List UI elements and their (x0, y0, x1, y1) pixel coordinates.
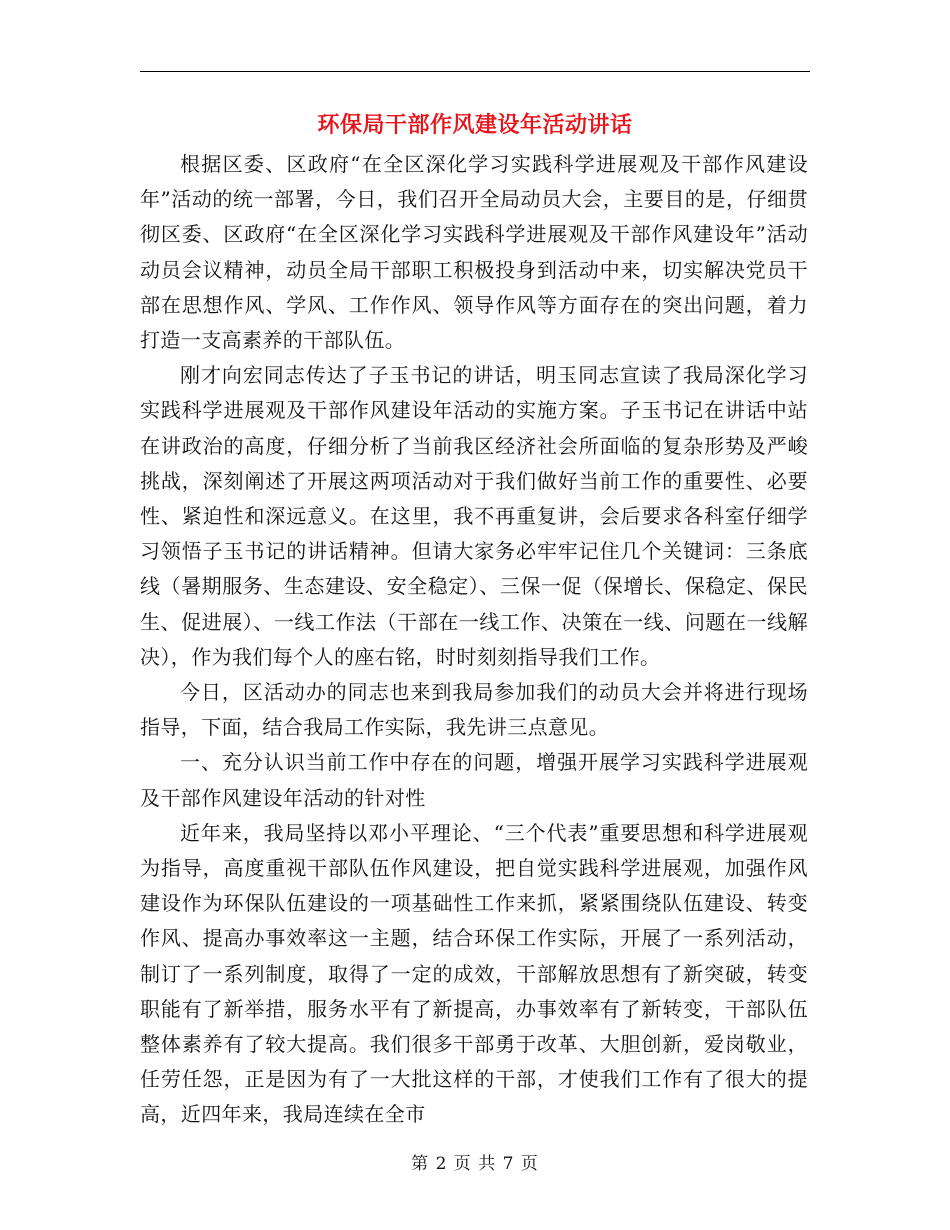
paragraph-speech-summary: 刚才向宏同志传达了子玉书记的讲话，明玉同志宣读了我局深化学习实践科学进展观及干部作风建设年活动的实施方案。子玉书记在讲话中站在讲政治的高度，仔细分析了当前我区经济社会所面临的复杂形势及严峻挑战，深刻阐述了开展这两项活动对于我们做好当前工作的重要性、必要性、紧迫性和深远意义。在这里，我不再重复讲，会后要求各科室仔细学习领悟子玉书记的讲话精神。但请大家务必牢牢记住几个关键词：三条底线（暑期服务、生态建设、安全稳定）、三保一促（保增长、保稳定、保民生、促进展）、一线工作法（干部在一线工作、决策在一线、问题在一线解决），作为我们每个人的座右铭，时时刻刻指导我们工作。 (140, 363, 808, 669)
paragraph-achievements: 近年来，我局坚持以邓小平理论、“三个代表”重要思想和科学进展观为指导，高度重视干部队伍作风建设，把自觉实践科学进展观，加强作风建设作为环保队伍建设的一项基础性工作来抓，紧紧围绕队伍建设、转变作风、提高办事效率这一主题，结合环保工作实际，开展了一系列活动，制订了一系列制度，取得了一定的成效，干部解放思想有了新突破，转变职能有了新举措，服务水平有了新提高，办事效率有了新转变，干部队伍整体素养有了较大提高。我们很多干部勇于改革、大胆创新，爱岗敬业，任劳任怨，正是因为有了一大批这样的干部，才使我们工作有了很大的提高，近四年来，我局连续在全市 (140, 820, 808, 1127)
header-rule (140, 71, 810, 72)
page-number: 第 2 页 共 7 页 (411, 1154, 539, 1174)
paragraph-intro: 根据区委、区政府“在全区深化学习实践科学进展观及干部作风建设年”活动的统一部署，今日，我们召开全局动员大会，主要目的是，仔细贯彻区委、区政府“在全区深化学习实践科学进展观及干部作风建设年”活动动员会议精神，动员全局干部职工积极投身到活动中来，切实解决党员干部在思想作风、学风、工作作风、领导作风等方面存在的突出问题，着力打造一支高素养的干部队伍。 (140, 152, 808, 353)
paragraph-transition: 今日，区活动办的同志也来到我局参加我们的动员大会并将进行现场指导，下面，结合我局工作实际，我先讲三点意见。 (140, 680, 808, 740)
document-body (140, 147, 808, 1133)
section-heading-one: 一、充分认识当前工作中存在的问题，增强开展学习实践科学进展观及干部作风建设年活动的针对性 (140, 750, 808, 810)
document-title: 环保局干部作风建设年活动讲话 (317, 112, 633, 138)
